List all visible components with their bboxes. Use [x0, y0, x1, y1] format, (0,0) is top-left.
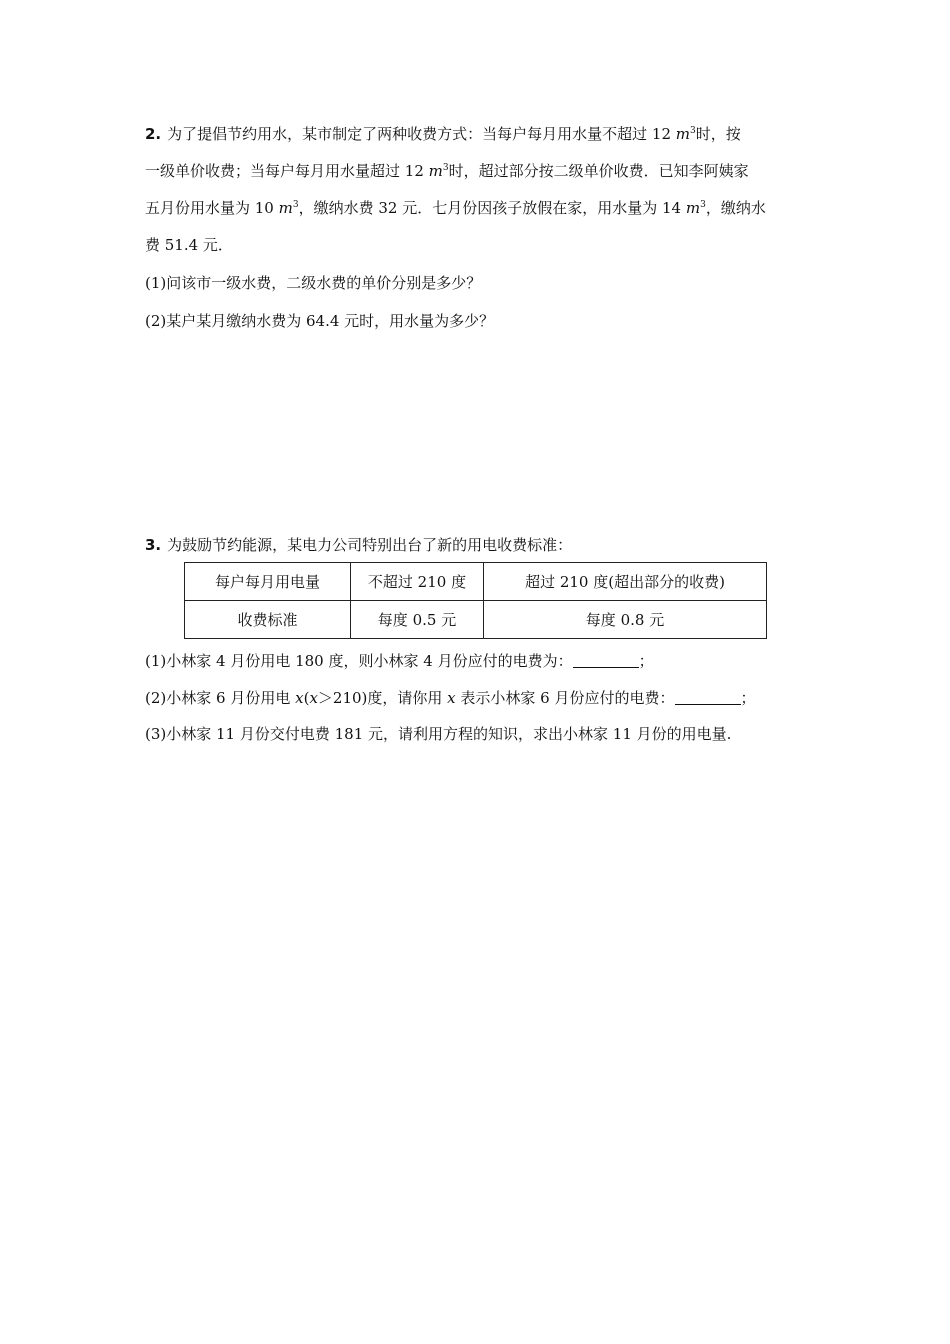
problem2-text-1b: 时，按	[695, 125, 741, 143]
problem2-text-3a: 五月份用水量为 10	[145, 199, 279, 217]
paren-open: (	[303, 689, 310, 707]
table-cell: 不超过 210 度	[351, 563, 484, 601]
unit-cubic-meter: $m^3$	[428, 162, 449, 180]
table-cell: 每度 0.8 元	[484, 601, 767, 639]
table-cell: 收费标准	[185, 601, 351, 639]
problem2-line4: 费 51.4 元．	[145, 236, 233, 254]
problem2-text-2a: 一级单价收费；当每户每月用水量超过 12	[145, 162, 429, 180]
problem3-q2-text-b: 表示小林家 6 月份应付的电费：	[455, 689, 675, 707]
table-cell: 每度 0.5 元	[351, 601, 484, 639]
problem2-line1	[145, 124, 741, 144]
problem3-q1-text: (1)小林家 4 月份用电 180 度，则小林家 4 月份应付的电费为：	[145, 652, 573, 670]
problem2-question2: (2)某户某月缴纳水费为 64.4 元时，用水量为多少？	[145, 312, 495, 330]
variable-x: x	[309, 689, 318, 707]
answer-blank[interactable]	[573, 653, 639, 668]
variable-x: x	[447, 689, 456, 707]
problem2-line2	[145, 161, 749, 181]
problem2-number: 2.	[145, 125, 162, 143]
table-cell: 超过 210 度(超出部分的收费)	[484, 563, 767, 601]
problem2-text-1a: 为了提倡节约用水，某市制定了两种收费方式：当每户每月用水量不超过 12	[167, 125, 676, 143]
problem3-q2-cond: ＞210)度，请你用	[317, 689, 448, 707]
problem3-question3: (3)小林家 11 月份交付电费 181 元，请利用方程的知识，求出小林家 11 月份的用电量.	[145, 725, 732, 743]
problem3-number: 3.	[145, 536, 162, 554]
table-cell: 每户每月用电量	[185, 563, 351, 601]
problem3-q2-text: (2)小林家 6 月份用电	[145, 689, 296, 707]
problem2-question1: (1)问该市一级水费，二级水费的单价分别是多少？	[145, 274, 482, 292]
variable-x: x	[295, 689, 304, 707]
problem3-intro	[145, 535, 572, 555]
unit-cubic-meter: $m^3$	[685, 199, 706, 217]
problem2-text-3b: ，缴纳水费 32 元．七月份因孩子放假在家，用水量为 14	[298, 199, 686, 217]
problem2-line3	[145, 198, 766, 218]
answer-blank[interactable]	[675, 690, 741, 705]
table-row	[185, 601, 767, 639]
unit-cubic-meter: $m^3$	[675, 125, 696, 143]
table-row	[185, 563, 767, 601]
fee-table	[184, 562, 767, 639]
problem2-text-2b: 时，超过部分按二级单价收费．已知李阿姨家	[448, 162, 749, 180]
problem3-question1	[145, 651, 654, 671]
problem3-q1-end: ；	[638, 652, 654, 670]
problem3-q2-end: ；	[740, 689, 756, 707]
unit-cubic-meter: $m^3$	[278, 199, 299, 217]
problem3-intro-text: 为鼓励节约能源，某电力公司特别出台了新的用电收费标准：	[167, 536, 573, 554]
problem2-text-3c: ，缴纳水	[705, 199, 766, 217]
problem3-question2	[145, 688, 756, 708]
